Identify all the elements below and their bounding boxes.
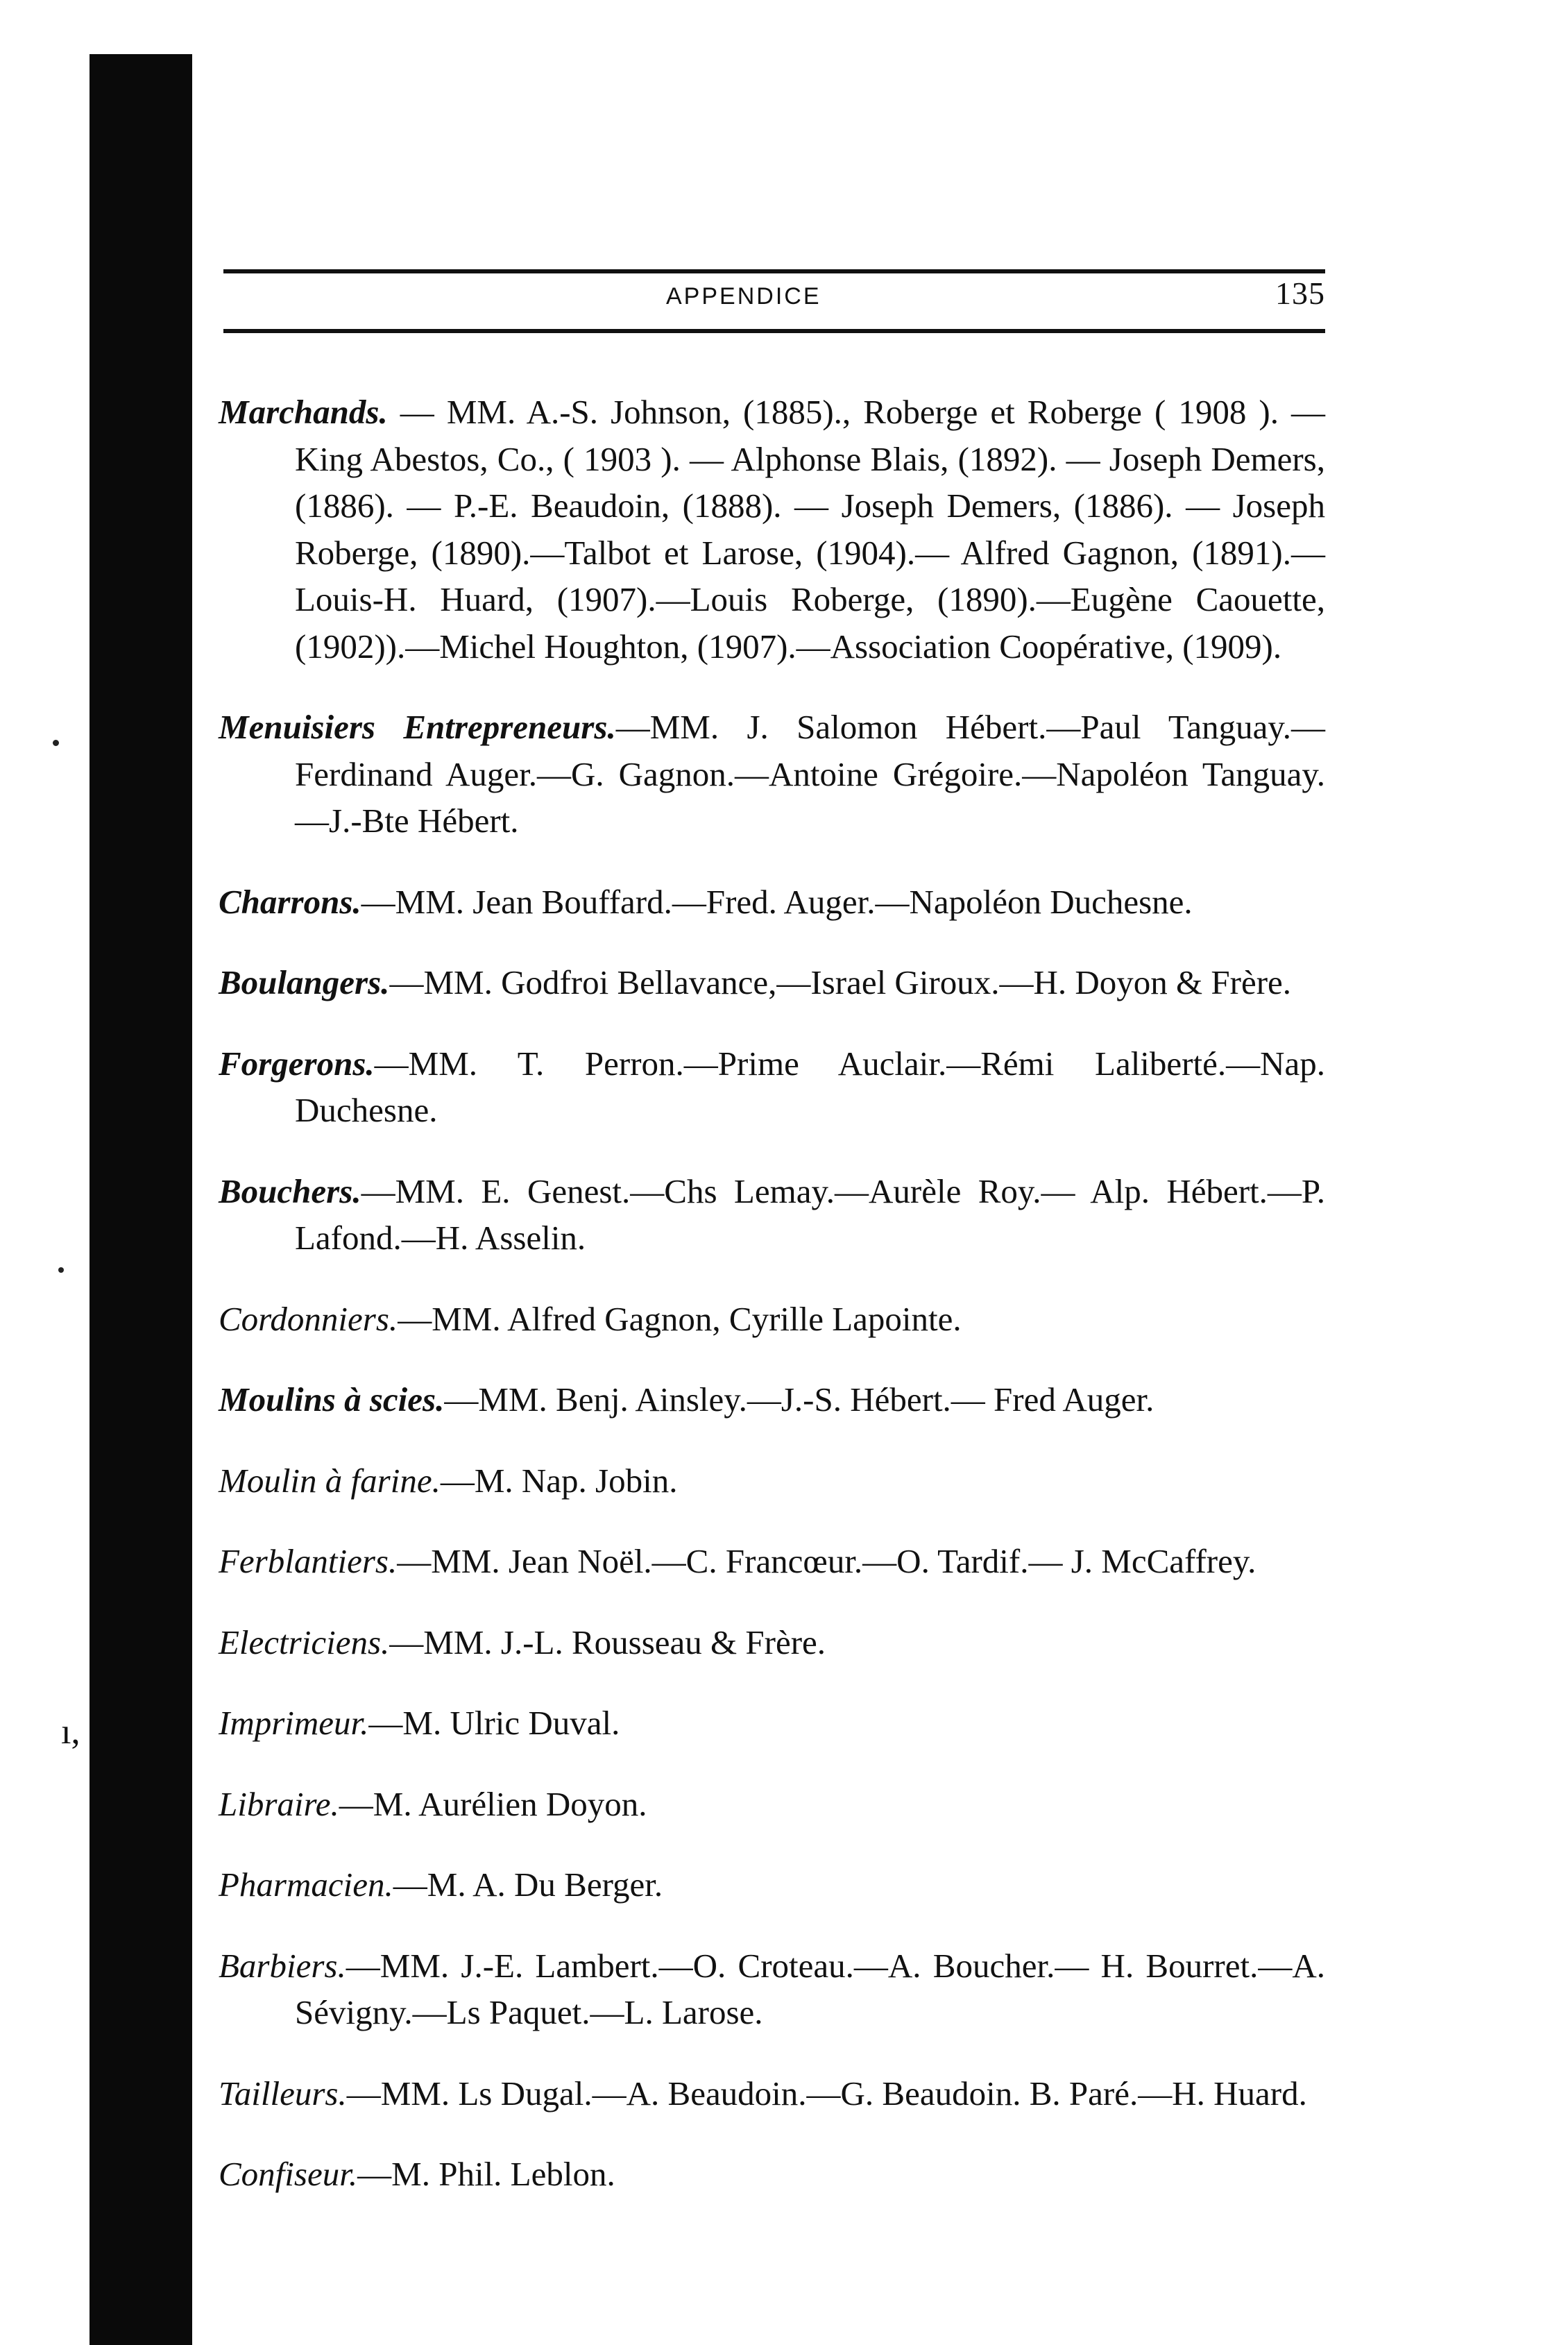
entry-text: —MM. Alfred Gagnon, Cyrille Lapointe. (398, 1299, 962, 1338)
entry-trade: Bouchers. (219, 1171, 361, 1210)
entry-trade: Marchands. (219, 393, 388, 431)
entry-trade: Ferblantiers. (219, 1542, 398, 1580)
entry-menuisiers (219, 704, 1325, 845)
entry-trade: Imprimeur. (219, 1704, 369, 1742)
header-rule-bottom (223, 329, 1325, 333)
entry-text: —MM. E. Genest.—Chs Lemay.—Aurèle Roy.— Alp. Hébert.—P. Lafond.—H. Asselin. (295, 1171, 1325, 1257)
margin-mark: ı, (61, 1712, 80, 1752)
entry-forgerons (219, 1040, 1325, 1134)
entry-boulangers (219, 959, 1325, 1006)
entry-trade: Cordonniers. (219, 1299, 398, 1338)
entry-trade: Electriciens. (219, 1623, 390, 1661)
entry-barbiers (219, 1942, 1325, 2036)
entry-moulins-a-scies (219, 1376, 1325, 1423)
entry-text: —MM. J. Salomon Hébert.—Paul Tanguay.—Ferdinand Auger.—G. Gagnon.—Antoine Grégoire.—Napoléon Tanguay.—J.-Bte Hébert. (295, 708, 1325, 840)
speck (53, 740, 59, 746)
entry-list (219, 389, 1325, 2203)
entry-electriciens (219, 1619, 1325, 1666)
entry-trade: Moulins à scies. (219, 1380, 445, 1419)
entry-text: —MM. Jean Bouffard.—Fred. Auger.—Napoléon Duchesne. (361, 882, 1193, 921)
entry-charrons (219, 879, 1325, 926)
entry-trade: Charrons. (219, 882, 361, 921)
entry-ferblantiers (219, 1538, 1325, 1585)
entry-trade: Libraire. (219, 1784, 339, 1823)
entry-text: —M. Nap. Jobin. (440, 1461, 678, 1500)
entry-libraire (219, 1781, 1325, 1828)
entry-marchands (219, 389, 1325, 670)
entry-confiseur (219, 2151, 1325, 2198)
entry-trade: Pharmacien. (219, 1865, 393, 1904)
entry-text: —MM. J.-L. Rousseau & Frère. (389, 1623, 826, 1661)
entry-cordonniers (219, 1296, 1325, 1343)
entry-moulin-a-farine (219, 1457, 1325, 1505)
entry-trade: Moulin à farine. (219, 1461, 441, 1500)
entry-text: —M. Ulric Duval. (368, 1704, 620, 1742)
entry-bouchers (219, 1168, 1325, 1262)
entry-text: —MM. T. Perron.—Prime Auclair.—Rémi Laliberté.—Nap. Duchesne. (295, 1044, 1325, 1129)
entry-text: —MM. Benj. Ainsley.—J.-S. Hébert.— Fred Auger. (444, 1380, 1154, 1419)
entry-text: — MM. A.-S. Johnson, (1885)., Roberge et Roberge ( 1908 ). — King Abestos, Co., ( 1903 ). — Alphonse Blais, (1892). — Joseph Demers, (1886). — P.-E. Beaudoin, (1888). — Joseph Demers, (1886). — Joseph Roberge, (1890).—Talbot et Larose, (1904).— Alfred Gagnon, (1891).—Louis-H. Huard, (1907).—Louis Roberge, (1890).—Eugène Caouette, (1902)).—Michel Houghton, (1907).—Association Coopérative, (1909). (295, 393, 1325, 666)
entry-trade: Boulangers. (219, 963, 390, 1001)
entry-trade: Barbiers. (219, 1946, 346, 1985)
entry-trade: Menuisiers Entrepreneurs. (219, 708, 616, 746)
entry-text: —M. Aurélien Doyon. (339, 1784, 647, 1823)
header-rule-top (223, 269, 1325, 273)
entry-pharmacien (219, 1861, 1325, 1908)
entry-trade: Forgerons. (219, 1044, 375, 1083)
entry-text: —MM. Ls Dugal.—A. Beaudoin.—G. Beaudoin. B. Paré.—H. Huard. (346, 2074, 1307, 2113)
entry-text: —M. A. Du Berger. (393, 1865, 663, 1904)
page-number: 135 (1275, 276, 1325, 311)
entry-tailleurs (219, 2070, 1325, 2117)
running-title: APPENDICE (666, 283, 821, 310)
entry-trade: Confiseur. (219, 2155, 358, 2193)
entry-text: —M. Phil. Leblon. (357, 2155, 615, 2193)
entry-imprimeur (219, 1700, 1325, 1747)
entry-trade: Tailleurs. (219, 2074, 347, 2113)
entry-text: —MM. Jean Noël.—C. Francœur.—O. Tardif.— J. McCaffrey. (397, 1542, 1256, 1580)
entry-text: —MM. J.-E. Lambert.—O. Croteau.—A. Boucher.— H. Bourret.—A. Sévigny.—Ls Paquet.—L. Larose. (295, 1946, 1325, 2031)
entry-text: —MM. Godfroi Bellavance,—Israel Giroux.—H. Doyon & Frère. (389, 963, 1292, 1001)
speck (58, 1267, 64, 1273)
binding-shadow (90, 54, 192, 2345)
